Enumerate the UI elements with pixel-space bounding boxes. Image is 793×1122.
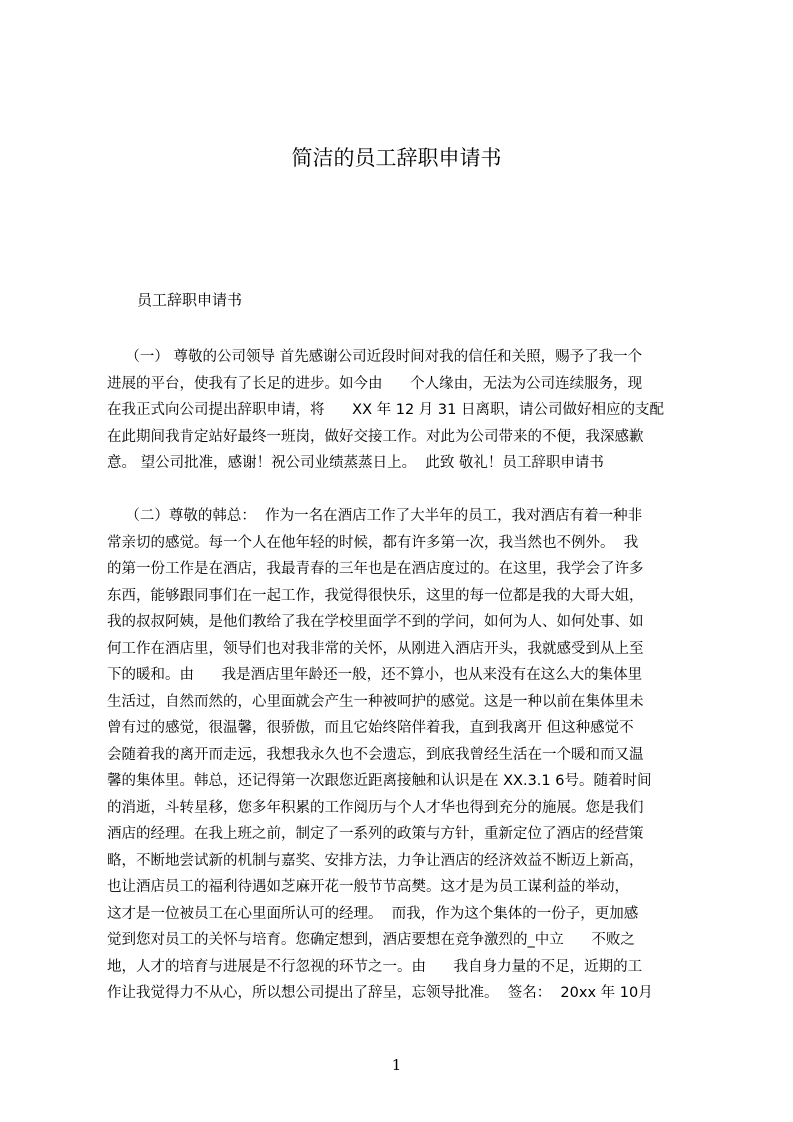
paragraph-2: [107, 503, 699, 1007]
paragraph-line: 作让我觉得力不从心，所以想公司提出了辞呈，忘领导批准。 签名： 20xx 年 10月: [107, 985, 653, 1001]
paragraph-line: 在我正式向公司提出辞职申请，将 XX 年 12 月 31 日离职，请公司做好相应的支配: [107, 402, 664, 418]
paragraph-1: [107, 344, 699, 477]
paragraph-line: 曾有过的感觉，很温馨，很骄傲，而且它始终陪伴着我，直到我离开 但这种感觉不: [107, 720, 634, 736]
paragraph-line: 酒店的经理。在我上班之前，制定了一系列的政策与方针，重新定位了酒店的经营策: [107, 826, 644, 842]
paragraph-line: 意。 望公司批准，感谢！祝公司业绩蒸蒸日上。 此致 敬礼！员工辞职申请书: [107, 455, 604, 471]
paragraph-line: 我的叔叔阿姨，是他们教给了我在学校里面学不到的学问，如何为人、如何处事、如: [107, 614, 644, 630]
paragraph-line: 觉到您对员工的关怀与培育。您确定想到，酒店要想在竞争激烈的_中立 不败之: [107, 932, 635, 948]
document-subtitle: 员工辞职申请书: [137, 291, 243, 309]
paragraph-line: 会随着我的离开而走远，我想我永久也不会遗忘，到底我曾经生活在一个暖和而又温: [107, 746, 644, 763]
paragraph-line: （二）尊敬的韩总： 作为一名在酒店工作了大半年的员工，我对酒店有着一种非: [107, 508, 643, 524]
paragraph-line: 也让酒店员工的福利待遇如芝麻开花一般节节高樊。这才是为员工谋利益的举动，: [107, 879, 629, 895]
paragraph-line: 下的暖和。由 我是酒店里年龄还一般，还不算小，也从来没有在这么大的集体里: [107, 667, 643, 683]
paragraph-line: 这才是一位被员工在心里面所认可的经理。 而我，作为这个集体的一份子，更加感: [107, 905, 639, 922]
paragraph-line: 何工作在酒店里，领导们也对我非常的关怀，从刚进入酒店开头，我就感受到从上至: [107, 640, 644, 657]
paragraph-line: 东西，能够跟同事们在一起工作，我觉得很快乐，这里的每一位都是我的大哥大姐，: [107, 587, 644, 604]
paragraph-line: 略，不断地尝试新的机制与嘉奖、安排方法，力争让酒店的经济效益不断迈上新高，: [107, 852, 644, 869]
document-title: 简洁的员工辞职申请书: [291, 146, 502, 170]
paragraph-line: 的第一份工作是在酒店，我最青春的三年也是在酒店度过的。在这里，我学会了许多: [107, 561, 644, 577]
paragraph-line: 馨的集体里。韩总，还记得第一次跟您近距离接触和认识是在 XX.3.1 6号。随着时间: [107, 773, 652, 789]
paragraph-line: 在此期间我肯定站好最终一班岗，做好交接工作。对此为公司带来的不便，我深感歉: [107, 428, 644, 445]
paragraph-line: 地，人才的培育与进展是不行忽视的环节之一。由 我自身力量的不足，近期的工: [107, 958, 643, 975]
paragraph-line: 的消逝，斗转星移，您多年积累的工作阅历与个人才华也得到充分的施展。您是我们: [107, 799, 644, 816]
paragraph-line: （一） 尊敬的公司领导 首先感谢公司近段时间对我的信任和关照，赐予了我一个: [107, 349, 643, 365]
page-number: 1: [391, 1056, 402, 1074]
paragraph-line: 生活过，自然而然的，心里面就会产生一种被呵护的感觉。这是一种以前在集体里未: [107, 693, 644, 710]
paragraph-line: 常亲切的感觉。每一个人在他年轻的时候，都有许多第一次，我当然也不例外。 我: [107, 534, 639, 551]
paragraph-line: 进展的平台，使我有了长足的进步。如今由 个人缘由，无法为公司连续服务，现: [107, 375, 643, 392]
